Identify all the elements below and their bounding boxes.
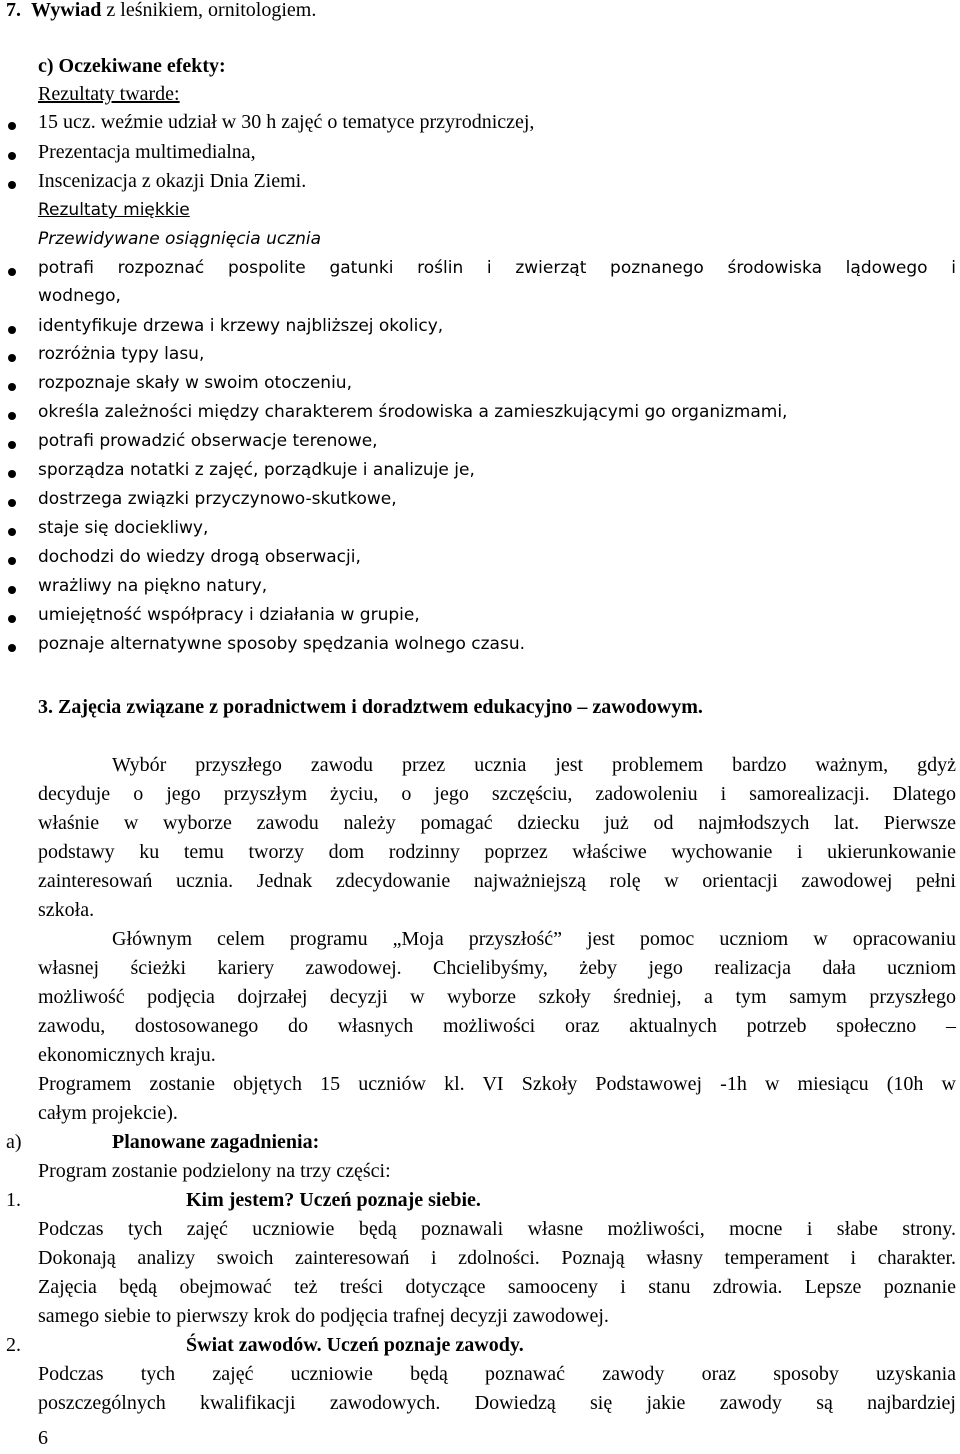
bullet bbox=[8, 326, 16, 334]
soft-item: dostrzega związki przyczynowo-skutkowe, bbox=[38, 489, 397, 509]
bullet bbox=[8, 528, 16, 536]
para-line: podstawy ku temu tworzy dom rodzinny poprzez właściwe wychowanie i ukierunkowanie bbox=[38, 841, 956, 863]
bullet bbox=[8, 181, 16, 189]
bullet bbox=[8, 470, 16, 478]
para-line: możliwość podjęcia dojrzałej decyzji w wyborze szkoły średniej, a tym samym przyszłego bbox=[38, 986, 956, 1008]
soft-item: poznaje alternatywne sposoby spędzania wolnego czasu. bbox=[38, 634, 526, 654]
bullet bbox=[8, 441, 16, 449]
bullet bbox=[8, 122, 16, 130]
hard-results-label: Rezultaty twarde: bbox=[38, 83, 180, 105]
list-label-1: 1. bbox=[6, 1189, 21, 1211]
bullet bbox=[8, 586, 16, 594]
para-line: zawodu, dostosowanego do własnych możliwości oraz aktualnych potrzeb społeczno – bbox=[38, 1015, 956, 1037]
soft-item: określa zależności między charakterem środowiska a zamieszkującymi go organizmami, bbox=[38, 402, 788, 422]
soft-item: rozpoznaje skały w swoim otoczeniu, bbox=[38, 373, 352, 393]
part-2-heading: Świat zawodów. Uczeń poznaje zawody. bbox=[186, 1334, 524, 1356]
item-7: 7. Wywiad z leśnikiem, ornitologiem. bbox=[6, 0, 317, 21]
para-line: samego siebie to pierwszy krok do podjęcia trafnej decyzji zawodowej. bbox=[38, 1305, 609, 1327]
para-line: decyduje o jego przyszłym życiu, o jego szczęściu, zadowoleniu i samorealizacji. Dlatego bbox=[38, 783, 956, 805]
para-line: własnej ścieżki kariery zawodowej. Chcielibyśmy, żeby jego realizacja dała uczniom bbox=[38, 957, 956, 979]
para-line: Dokonają analizy swoich zainteresowań i zdolności. Poznają własny temperament i charakter. bbox=[38, 1247, 956, 1269]
para-line: poszczególnych kwalifikacji zawodowych. Dowiedzą się jakie zawody są najbardziej bbox=[38, 1392, 956, 1414]
para-line: ekonomicznych kraju. bbox=[38, 1044, 216, 1066]
bullet bbox=[8, 615, 16, 623]
para-line: Podczas tych zajęć uczniowie będą poznawali własne możliwości, mocne i słabe strony. bbox=[38, 1218, 956, 1240]
para-line: właśnie w wyborze zawodu należy pomagać dziecku już od najmłodszych lat. Pierwsze bbox=[38, 812, 956, 834]
hard-item: 15 ucz. weźmie udział w 30 h zajęć o tematyce przyrodniczej, bbox=[38, 111, 535, 133]
para-line: Programem zostanie objętych 15 uczniów kl. VI Szkoły Podstawowej -1h w miesiącu (10h w bbox=[38, 1073, 956, 1095]
bullet bbox=[8, 354, 16, 362]
section-3-heading: 3. Zajęcia związane z poradnictwem i doradztwem edukacyjno – zawodowym. bbox=[38, 696, 703, 718]
soft-item: staje się dociekliwy, bbox=[38, 518, 209, 538]
para-line: Zajęcia będą obejmować też treści dotyczące samooceny i stanu zdrowia. Lepsze poznanie bbox=[38, 1276, 956, 1298]
para-line: Podczas tych zajęć uczniowie będą poznawać zawody oraz sposoby uzyskania bbox=[38, 1363, 956, 1385]
planned-topics-heading: Planowane zagadnienia: bbox=[112, 1131, 320, 1153]
hard-item: Inscenizacja z okazji Dnia Ziemi. bbox=[38, 170, 307, 192]
hard-item: Prezentacja multimedialna, bbox=[38, 141, 256, 163]
para-line: Wybór przyszłego zawodu przez ucznia jest problemem bardzo ważnym, gdyż bbox=[112, 754, 956, 776]
expected-achievements: Przewidywane osiągnięcia ucznia bbox=[38, 229, 322, 249]
bullet bbox=[8, 268, 16, 276]
para-line: całym projekcie). bbox=[38, 1102, 178, 1124]
soft-item: dochodzi do wiedzy drogą obserwacji, bbox=[38, 547, 361, 567]
list-label-a: a) bbox=[6, 1131, 22, 1153]
soft-item: potrafi prowadzić obserwacje terenowe, bbox=[38, 431, 378, 451]
part-1-heading: Kim jestem? Uczeń poznaje siebie. bbox=[186, 1189, 481, 1211]
list-label-2: 2. bbox=[6, 1334, 21, 1356]
soft-item: umiejętność współpracy i działania w grupie, bbox=[38, 605, 420, 625]
bullet bbox=[8, 383, 16, 391]
soft-item: wrażliwy na piękno natury, bbox=[38, 576, 268, 596]
bullet bbox=[8, 644, 16, 652]
para-line: szkoła. bbox=[38, 899, 95, 921]
para-line: Program zostanie podzielony na trzy części: bbox=[38, 1160, 391, 1182]
soft-item: potrafi rozpoznać pospolite gatunki roślin i zwierząt poznanego środowiska lądowego i bbox=[38, 258, 956, 278]
bullet bbox=[8, 499, 16, 507]
page-number: 6 bbox=[38, 1427, 48, 1449]
soft-item: sporządza notatki z zajęć, porządkuje i analizuje je, bbox=[38, 460, 475, 480]
bullet bbox=[8, 557, 16, 565]
bullet bbox=[8, 412, 16, 420]
soft-item: identyfikuje drzewa i krzewy najbliższej okolicy, bbox=[38, 316, 444, 336]
soft-item: rozróżnia typy lasu, bbox=[38, 344, 205, 364]
soft-results-label: Rezultaty miękkie bbox=[38, 200, 190, 220]
para-line: Głównym celem programu „Moja przyszłość” jest pomoc uczniom w opracowaniu bbox=[112, 928, 956, 950]
soft-item-cont: wodnego, bbox=[38, 286, 121, 306]
effects-heading: c) Oczekiwane efekty: bbox=[38, 55, 226, 77]
para-line: zainteresowań ucznia. Jednak zdecydowanie najważniejszą rolę w orientacji zawodowej pełni bbox=[38, 870, 956, 892]
bullet bbox=[8, 152, 16, 160]
